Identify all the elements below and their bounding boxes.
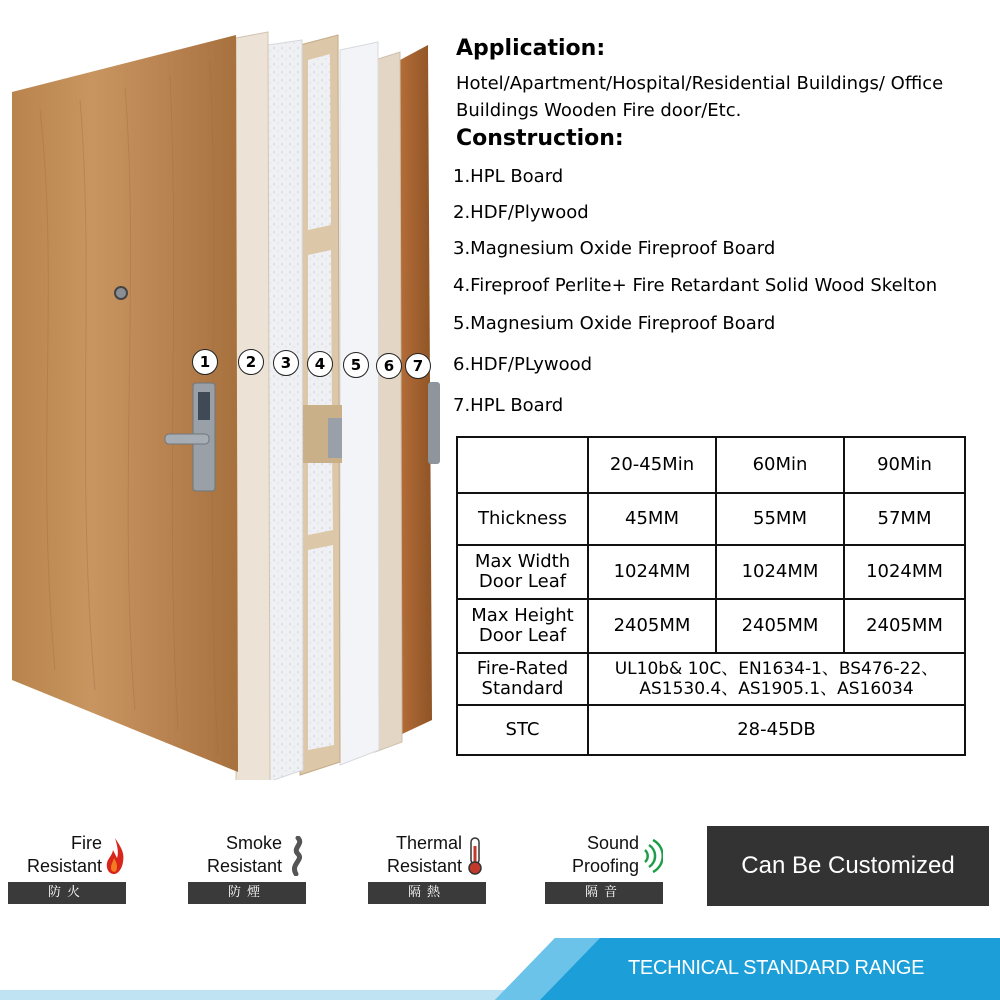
application-heading: Application: [456,36,606,61]
layer-number-5: 5 [343,352,369,378]
feature-fire-resistant [8,832,126,904]
smoke-icon [284,836,306,876]
table-header-cell [457,437,588,493]
layer-number-6: 6 [376,353,402,379]
layer-2-hdf-board [236,32,270,780]
table-cell: 2405MM [588,599,716,653]
construction-heading: Construction: [456,126,624,151]
table-row [457,493,965,545]
customized-banner: Can Be Customized [707,826,989,906]
feature-label: Smoke Resistant [206,833,282,876]
door-layers-illustration [0,30,450,780]
footer-title: TECHNICAL STANDARD RANGE [628,957,925,979]
table-row [457,705,965,755]
feature-smoke-resistant [188,832,306,904]
table-cell: 55MM [716,493,844,545]
row-label: Thickness [457,493,588,545]
construction-item: 1.HPL Board [453,166,564,187]
feature-sound-proofing [545,832,663,904]
door-handle [165,434,209,444]
table-header-row [457,437,965,493]
row-label: Max Height Door Leaf [457,599,588,653]
table-cell: 1024MM [844,545,965,599]
table-header-cell: 20-45Min [588,437,716,493]
feature-cn-label: 隔熱 [368,882,486,904]
sound-waves-icon [641,836,663,876]
table-cell: 2405MM [716,599,844,653]
table-row [457,545,965,599]
spec-table [456,436,966,756]
feature-cn-label: 隔音 [545,882,663,904]
construction-item: 2.HDF/Plywood [453,202,589,223]
feature-label: Sound Proofing [571,833,639,876]
table-cell: 1024MM [588,545,716,599]
feature-label: Fire Resistant [26,833,102,876]
table-cell: 57MM [844,493,965,545]
layer-3-mgo-board [268,40,303,780]
table-cell: 28-45DB [588,705,965,755]
feature-cn-label: 防火 [8,882,126,904]
layer-number-7: 7 [405,353,431,379]
layer-number-2: 2 [238,349,264,375]
layer-7-hpl-board [400,45,432,735]
thermometer-icon [464,836,486,876]
feature-thermal-resistant [368,832,486,904]
table-header-cell: 90Min [844,437,965,493]
construction-item: 5.Magnesium Oxide Fireproof Board [453,313,776,334]
table-cell: UL10b& 10C、EN1634-1、BS476-22、AS1530.4、AS1905.1、AS16034 [588,653,965,705]
table-cell: 45MM [588,493,716,545]
table-header-cell: 60Min [716,437,844,493]
construction-item: 7.HPL Board [453,395,564,416]
feature-label: Thermal Resistant [386,833,462,876]
layer-5-mgo-board [340,42,379,765]
application-text: Hotel/Apartment/Hospital/Residential Buildings/ Office Buildings Wooden Fire door/Etc. [456,73,944,121]
construction-item: 4.Fireproof Perlite+ Fire Retardant Solid Wood Skelton [453,275,938,296]
layer-number-4: 4 [307,351,333,377]
table-row [457,599,965,653]
row-label: Max Width Door Leaf [457,545,588,599]
feature-cn-label: 防煙 [188,882,306,904]
construction-item: 3.Magnesium Oxide Fireproof Board [453,238,776,259]
layer-number-3: 3 [273,350,299,376]
flame-icon [104,836,126,876]
construction-item: 6.HDF/PLywood [453,354,593,375]
table-cell: 2405MM [844,599,965,653]
table-row [457,653,965,705]
peephole-icon [115,287,127,299]
table-cell: 1024MM [716,545,844,599]
row-label: STC [457,705,588,755]
row-label: Fire-Rated Standard [457,653,588,705]
back-handle [428,382,440,464]
layer-number-1: 1 [192,349,218,375]
